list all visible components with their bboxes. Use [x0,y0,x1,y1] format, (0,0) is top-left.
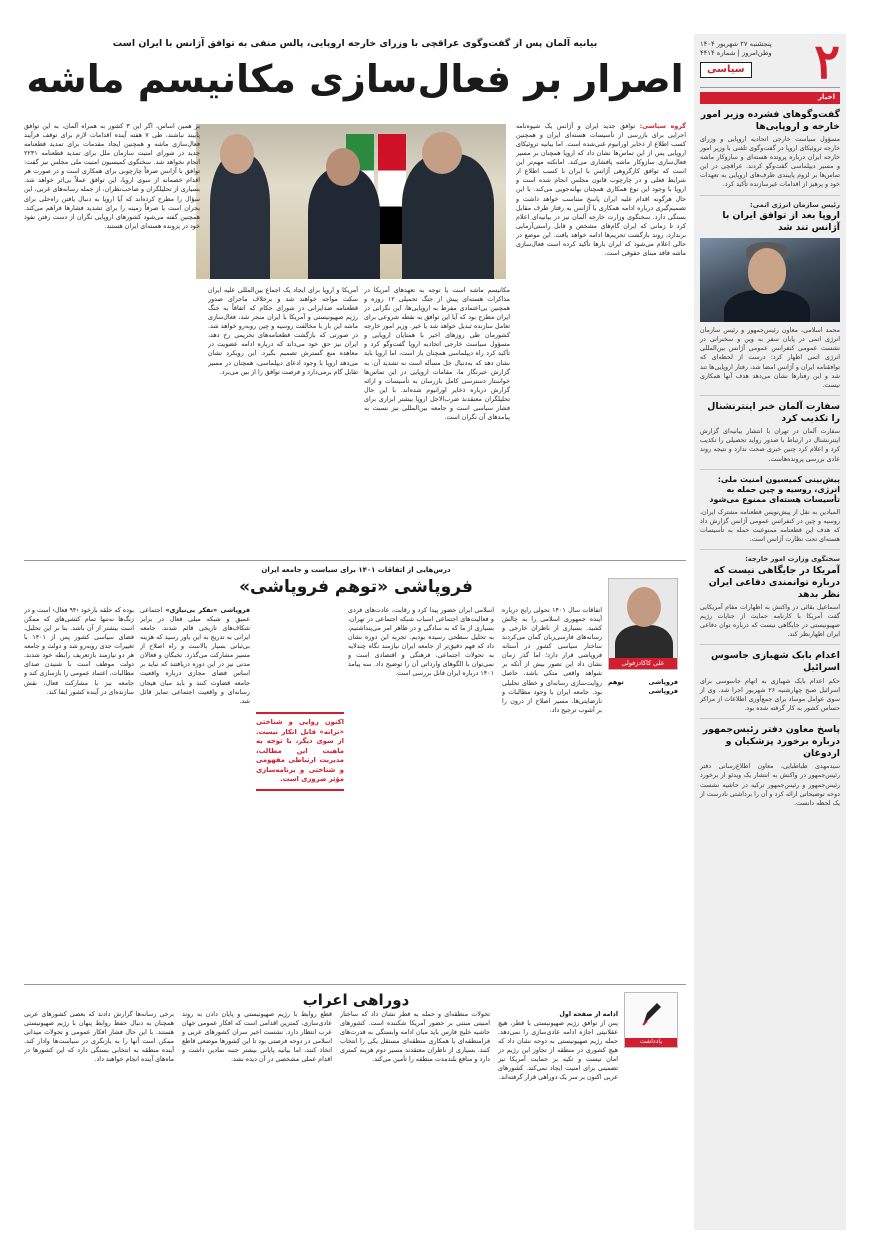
news-body: سید‌مهدی طباطبایی، معاون اطلاع‌رسانی دفتر رئیس‌جمهور در واکنش به انتشار یک ویدئو از برخورد رئیس‌جمهور و رئیس‌جمهور ترکیه در حاشیه نشست دوحه توضیحاتی ارائه کرد و آن را برداشتی نادرست از یک لحظه دانست. [700,763,840,807]
section-label: سیاسی [700,62,752,78]
third-column-4: برخی رسانه‌ها گزارش دادند که بعضی کشورهای عربی همچنان به دنبال حفظ روابط پنهان با رژیم صهیونیستی هستند. با این حال فشار افکار عمومی و تحولات میدانی ممکن است آنها را به بازنگری در سیاست‌ها وادار کند. آینده منطقه به انتخابی بستگی دارد که این کشورها در ماه‌های آینده انجام خواهند داد. [24,1011,174,1064]
opinion-label: یادداشت [625,1038,677,1047]
news-body: اسماعیل بقائی در واکنش به اظهارات مقام آمریکایی گفت آمریکا با کارنامه حمایت از جنایات رژیم صهیونیستی در جایگاهی نیست که درباره توان دفاعی ایران اظهارنظر کند. [700,603,840,639]
news-headline: سفارت آلمان خبر اینترنشنال را تکذیب کرد [707,400,840,425]
subheading: فروپاشی «تفکر بی‌نیازی» [165,607,250,614]
author-photo [608,578,678,670]
news-headline: اروپا بعد از توافق ایران با آژانس تند شد [722,209,840,234]
eslami-photo [700,238,840,322]
second-column-1b [608,678,678,976]
newspaper-page [24,34,846,1230]
news-headline: پیش‌بینی کمیسیون امنیت ملی: انرژی، روسیه و چین حمله به تأسیسات هسته‌ای ممنوع می‌شود [709,474,840,505]
news-headline: آمریکا در جایگاهی نیست که درباره توانمندی دفاعی ایران نظر بدهد [708,564,840,600]
issue-line: وطن‌امروز | شماره ۴۴۱۴ [700,49,772,58]
third-column-2: تحولات منطقه‌ای و حمله به قطر نشان داد که ساختار امنیتی مبتنی بر حضور آمریکا شکننده است. کشورهای حاشیه خلیج فارس باید میان ادامه وابستگی به قدرت‌های فرامنطقه‌ای یا همکاری منطقه‌ای مستقل یکی را انتخاب کنند. بسیاری از ناظران معتقدند مسیر دوم هزینه کمتری دارد و منافع بلندمدت منطقه را تأمین می‌کند. [340,1011,490,1064]
section-divider [24,560,686,561]
section-divider [24,984,686,985]
second-headline: فروپاشی «توهم فروپاشی» [239,577,473,597]
second-article [24,562,686,982]
lead-article [24,112,686,560]
third-column-3: قطع روابط با رژیم صهیونیستی و پایان دادن به روند عادی‌سازی، کمترین اقدامی است که افکار عمومی جهان عرب انتظار دارد. نشست اخیر سران کشورهای عربی و اسلامی در دوحه فرصتی بود تا این کشورها موضعی قاطع اتخاذ کنند، اما بیانیه پایانی بیشتر جنبه نمادین داشت و اقدام عملی مشخصی در آن دیده نشد. [182,1011,332,1064]
news-headline: پاسخ معاون دفتر رئیس‌جمهور درباره برخورد پزشکیان و اردوغان [702,724,840,760]
author-name: علی کاکادزفولی [609,658,677,669]
opinion-badge [624,992,678,1048]
news-item[interactable] [700,550,840,645]
lead-column-text: توافق جدید ایران و آژانس یک شیوه‌نامه اجرایی برای بازرسی از تأسیسات هسته‌ای ایران و همچنین کسب اطلاع از ذخایر اورانیوم غنی‌شده است. اما بیانیه تروئیکای اروپایی پس از این تماس‌ها نشان داد که اروپا همچنان بر مسیر فعال‌سازی سازوکار ماشه پافشاری می‌کند. امانکته مهم‌تر این است که توافق کارگروهی آژانس با ایران با کسب اطلاع از شرایط فعلی و در چارچوب قانون مجلس انجام شده است و اروپا با وجود این نوع همکاری همچنان بهانه‌جویی می‌کند. با این حال هرگونه اقدام علیه ایران پاسخ متناسب خواهد داشت و تصمیم‌گیری درباره ادامه همکاری با آژانس به رفتار طرف مقابل بستگی دارد. سخنگوی وزارت خارجه آلمان نیز در بیانیه‌ای اعلام کرد تا زمانی که ایران گام‌های مشخص و قابل راستی‌آزمایی برندارد، روند بازگشت تحریم‌ها ادامه خواهد یافت. این موضع در حالی اعلام می‌شود که ایران بارها تأکید کرده است فعال‌سازی ماشه فاقد مبنای حقوقی است. [516,123,686,257]
continued-label: ادامه از صفحه اول [559,1011,618,1018]
page-number: ۲ [814,34,840,90]
date-line: پنجشنبه ۲۷ شهریور ۱۴۰۴ [700,40,772,48]
second-column-3-text: اجتماعی عمیق و شبکه میلی فعال در برابر شکاف‌های تاریخی قائم شدند. جامعه ایرانی به تدریج به این باور رسید که هزینه بی‌ثباتی بسیار بالاست و راه اصلاح از مسیر مشارکت می‌گذرد. نخبگان و فعالان مدنی نیز در این دوره دریافتند که نباید بر اساس فضای مجازی درباره واقعیت جامعه قضاوت کنند و باید میان هیجان رسانه‌ای و واقعیت اجتماعی تمایز قائل شد. [140,607,250,705]
news-item[interactable] [700,196,840,396]
second-kicker: درس‌هایی از اتفاقات ۱۴۰۱ برای سیاست و جامعه ایران [261,566,451,574]
lead-column-2: مکانیسم ماشه است یا توجه به تعهدهای آمریکا در مذاکرات هسته‌ای پیش از جنگ تحمیلی ۱۲ روزه و همچنین بی‌اعتمادی مفرط به اروپایی‌ها، این نگرانی در ایران مطرح بود که آیا این توافق به نقطه شروعی برای تعامل سازنده تبدیل خواهد شد یا خیر. وزیر امور خارجه کشورمان طی روزهای اخیر با همتایان اروپایی و مسؤول سیاست خارجی اتحادیه اروپا گفت‌وگو کرد و تأکید کرد راه دیپلماسی همچنان باز است، اما اروپا باید نشان دهد که به‌دنبال حل مسأله است نه تشدید آن. به گزارش خبرنگار ما، مقامات اروپایی در این تماس‌ها خواستار دسترسی کامل بازرسان به تأسیسات و ارائه گزارش درباره ذخایر اورانیوم شده‌اند. با این حال تحلیلگران معتقدند ضرب‌الاجل اروپا بیشتر ابزاری برای فشار سیاسی است و جامعه بین‌المللی نیز نسبت به پیامدهای آن نگران است. [364,287,510,421]
lead-column-1 [516,122,686,552]
news-kicker: رئیس سازمان انرژی اتمی: [750,200,840,209]
news-item[interactable] [700,645,840,719]
lead-kicker: بیانیه آلمان پس از گفت‌وگوی عراقچی با وزرای خارجه اروپایی، پالس منفی به توافق آژانس با ایران است [112,38,598,49]
news-body: حکم اعدام بابک شهبازی به اتهام جاسوسی برای اسرائیل صبح چهارشنبه ۲۶ شهریور اجرا شد. وی از سوی عوامل موساد برای جمع‌آوری اطلاعات از مراکز حساس کشور به کار گرفته شده بود. [700,677,840,712]
subheading: فروپاشی توهم فروپاشی [608,679,678,696]
news-item[interactable] [700,104,840,196]
third-headline: دوراهی اعراب [302,991,410,1009]
news-body: محمد اسلامی، معاون رئیس‌جمهور و رئیس سازمان انرژی اتمی در پایان سفر به وین و سخنرانی در نشست عمومی کنفرانس عمومی آژانس بین‌المللی انرژی اتمی اظهار کرد: درست از لحظه‌ای که توافقنامه ایران و آژانس امضا شد، رفتار اروپایی‌ها تند شد و این رفتارها نشان می‌دهد هدف آنها همکاری نیست. [700,327,840,389]
news-item[interactable] [700,719,840,813]
lead-headline: اصرار بر فعال‌سازی مکانیسم ماشه [26,56,684,101]
news-sidebar [694,34,846,1230]
masthead [700,34,840,90]
group-label: گروه سیاسی: [639,123,686,130]
third-column-1 [498,1010,618,1226]
news-body: مسؤول سیاست خارجی اتحادیه اروپایی و وزرای خارجه تروئیکای اروپا در گفت‌وگوی تلفنی با وزیر امور خارجه ایران درباره پرونده هسته‌ای و سازوکار ماشه و مسیر دیپلماسی گفت‌وگو کردند. عراقچی در این تماس‌ها بر لزوم پایبندی طرف‌های اروپایی به تعهدات خود و پرهیز از اقدامات غیرسازنده تأکید کرد. [700,135,840,189]
lead-column-3: آمریکا و اروپا برای ایجاد یک اجماع بین‌المللی علیه ایران سکت مواجه خواهند شد و برخلاف ماجرای صدور قطعنامه ضدایرانی در شورای حکام که اتفاقاً به جنگ رژیم صهیونیستی و آمریکا با ایران منجر شد، فعال‌سازی ماشه این بار با مخالفت روسیه و چین روبه‌رو خواهد شد. در صورتی که بازگشت قطعنامه‌های تحریمی رخ دهد، ایران نیز حق خود می‌داند که درباره ادامه عضویت در معاهده منع گسترش تصمیم بگیرد. این رویکرد نشان می‌دهد اروپا با وجود ادعای دیپلماسی، همچنان در مسیر تقابل گام برمی‌دارد و فرصت توافق را از بین می‌برد. [208,287,358,376]
lead-column-4: بر همین اساس، اگر این ۳ کشور به همراه آلمان، به این توافق پایبند نباشند، طی ۷ هفته آینده اقدامات لازم برای توقف فرآیند فعال‌سازی ماشه و همچنین ایجاد مقدمات برای تمدید قطعنامه جدید در شورای امنیت سازمان ملل برای تمدید قطعنامه ۲۲۳۱ انجام نخواهد شد. سخنگوی کمیسیون امنیت ملی مجلس نیز گفت: توافق با آژانس صرفاً چارچوبی برای همکاری است و در صورت هر اقدام خصمانه از سوی اروپا، این توافق عملاً بی‌اثر خواهد شد. بسیاری از تحلیلگران و صاحب‌نظران، از جمله رسانه‌های غربی، این سؤال را مطرح کرده‌اند که آیا اروپا به دنبال یافتن راه‌حلی برای بحران است یا صرفاً زمینه را برای تشدید فشارها فراهم می‌کند. همچنین گفته می‌شود کشورهای اروپایی نگران از دست رفتن نفوذ خود در پرونده هسته‌ای ایران هستند. [24,123,200,230]
pen-icon [639,999,665,1029]
second-column-1: اتفاقات سال ۱۴۰۱ تحولی رایج درباره آینده جمهوری اسلامی را به چالش کشید. بسیاری از ناظران خارجی و رسانه‌های فارسی‌زبان گمان می‌کردند ساختار سیاسی کشور در آستانه فروپاشی قرار دارد؛ اما گذر زمان نشان داد این تصور بیش از آنکه بر شواهد واقعی متکی باشد، حاصل روایت‌سازی رسانه‌ای و خطای تحلیلی بود. جامعه ایران با وجود مطالبات و نارضایتی‌ها، مسیر اصلاح از درون را بر آشوب ترجیح داد. [502,607,602,714]
news-body: سفارت آلمان در تهران با انتشار بیانیه‌ای گزارش اینترنشنال در ارتباط با صدور رواید تحصیلی را تکذیب کرد و اعلام کرد چنین خبری صحت ندارد و نتیجه روند عادی بررسی پرونده‌هاست. [700,428,840,463]
news-headline: اعدام بابک شهبازی جاسوس اسرائیل [710,650,840,674]
masthead-info [700,38,772,78]
news-body: المیادین به نقل از پیش‌نویس قطعنامه مشترک ایران، روسیه و چین در کنفرانس عمومی آژانس گزارش داد که هدف این قطعنامه ممنوعیت حمله به تأسیسات هسته‌ای تحت نظارت آژانس است. [700,508,840,544]
second-column-3 [140,606,250,976]
third-article [24,986,686,1230]
news-label: اخبار [700,92,840,104]
news-headline: گفت‌وگوهای فشرده وزیر امور خارجه و اروپایی‌ها [700,108,840,132]
main-content [24,34,686,1230]
news-kicker: سخنگوی وزارت امور خارجه: [745,555,840,564]
news-item[interactable] [700,396,840,470]
second-column-2: اسلامی ایران حضور پیدا کرد و رقابت، عادت‌های فردی و فعالیت‌های اجتماعی اسباب شبکه اجتماعی در تهران، بسیاری از ما که به سادگی و در ظاهر امر می‌پنداشتیم، به تحلیل سطحی رسیده بودیم. تجربه این دوره نشان داد که فهم دقیق‌تر از جامعه ایران نیازمند نگاه چندلایه به تحولات اجتماعی، فرهنگی و اقتصادی است و نمی‌توان با الگوهای وارداتی آن را توضیح داد. سه پیامد ۱۴۰۱ درباره ایران قابل بررسی است. [348,607,494,678]
second-column-4: بوده که حلقه بارخود ‹۹۴ فعال› است و در زنگ‌ها نه‌تنها تمام کنشی‌های که ممکن است بیشتر از آن باشد. بنا بر این تحلیل، فضای سیاسی کشور پس از ۱۴۰۱ با تغییرات جدی روبه‌رو شد و دولت و جامعه هر دو نیازمند بازتعریف رابطه خود شدند. دولت موظف است با شنیدن صدای مطالبات، اعتماد عمومی را بازسازی کند و جامعه نیز با مشارکت فعال، نقش سازنده‌ای در آینده کشور ایفا کند. [24,607,134,696]
pull-quote: اکنون روایی و شناختی «ترانه» قابل انکار نیست. از سوی دیگر، با توجه به ماهیت این مطالب، مدیریت ارتباطی مفهومی و شناختی و برنامه‌سازی مؤثر ضروری است. [256,712,344,791]
lead-photo [196,124,506,279]
news-item[interactable] [700,470,840,551]
third-column-1-text: پس از توافق رژیم صهیونیستی با قطر، هیچ عقلانیتی اجازه ادامه عادی‌سازی را نمی‌دهد. حمله رژیم صهیونیستی به دوحه نشان داد که هیچ کشوری در منطقه از تجاوز این رژیم در امان نیست و تکیه بر حمایت آمریکا نیز تضمینی برای امنیت ایجاد نمی‌کند. کشورهای عربی اکنون بر سر یک دوراهی قرار گرفته‌اند. [498,1020,618,1082]
